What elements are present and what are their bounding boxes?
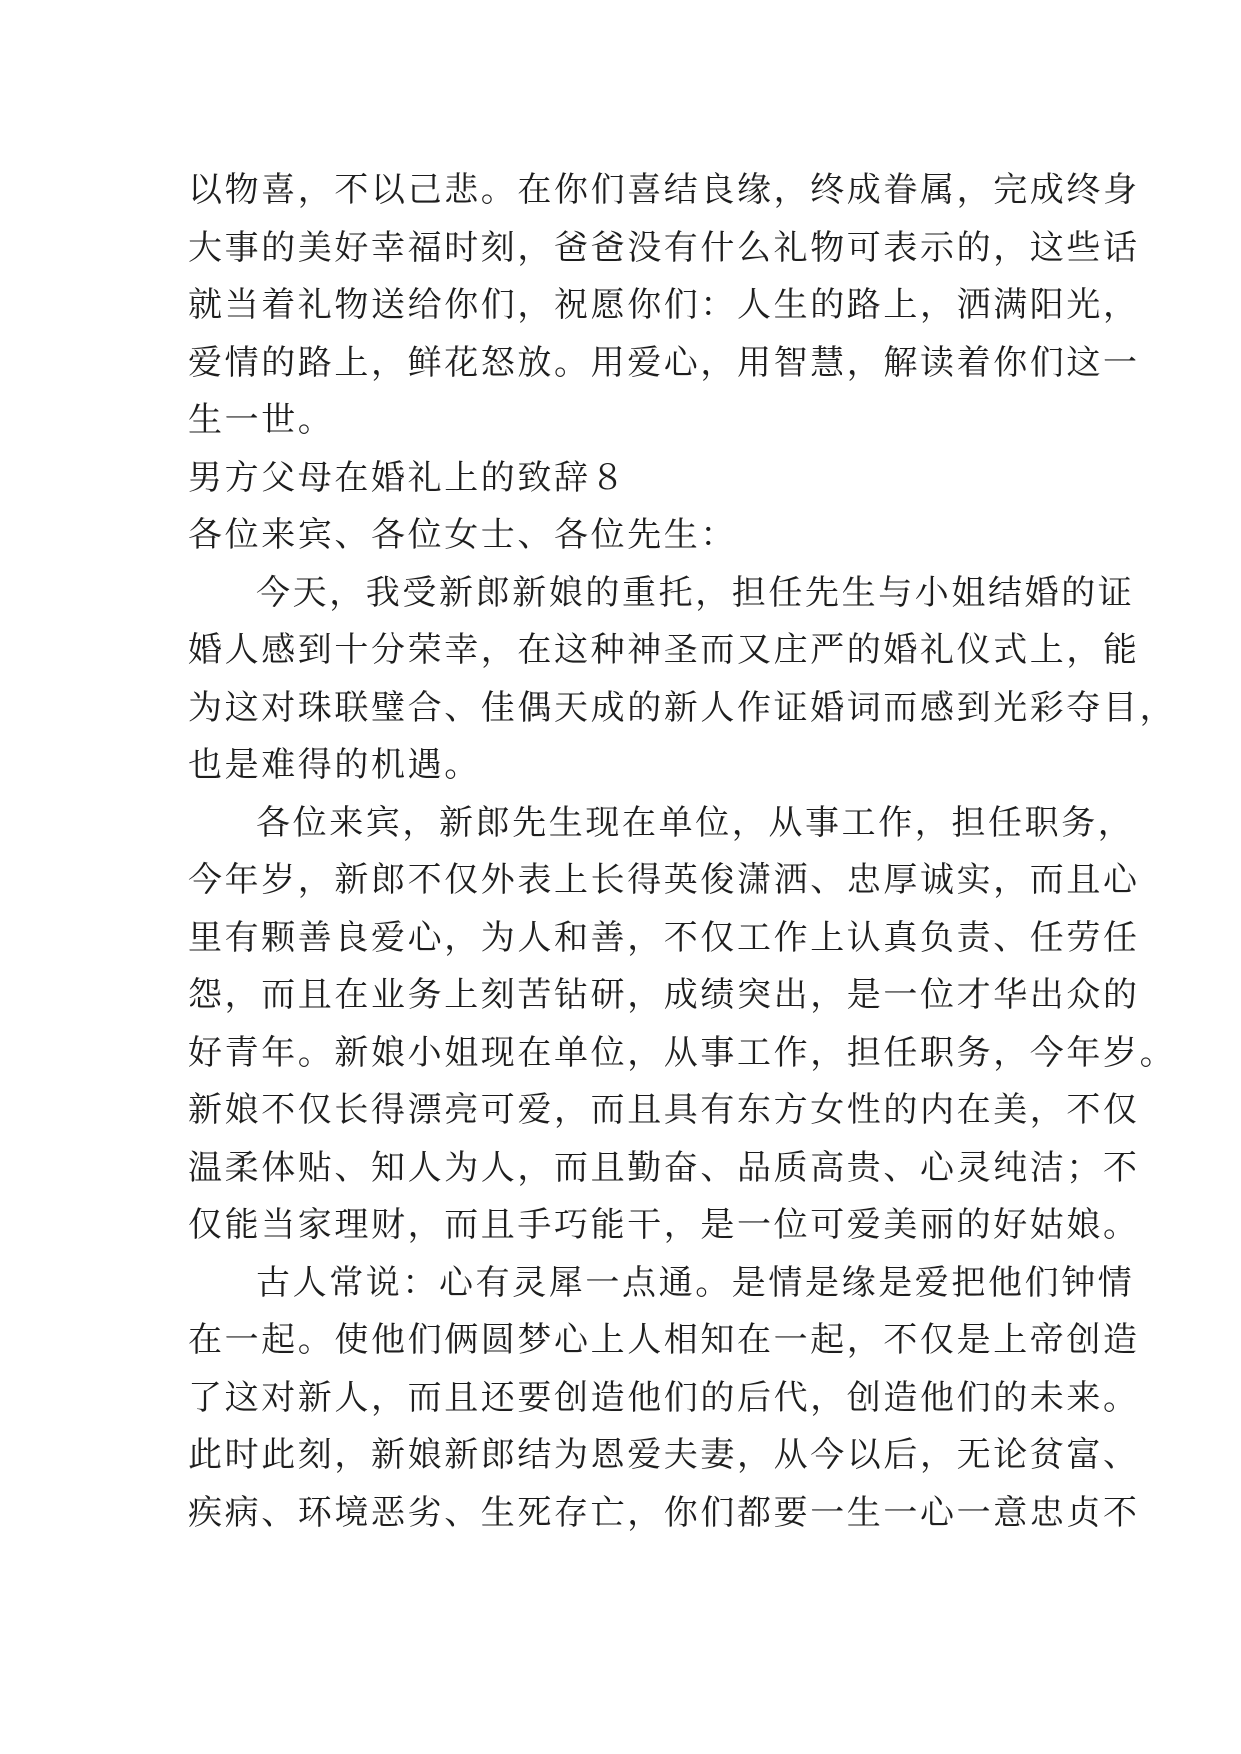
- text-line: 男方父母在婚礼上的致辞８: [188, 457, 628, 498]
- text-line: 疾病、环境恶劣、生死存亡，你们都要一生一心一意忠贞不: [188, 1492, 1140, 1533]
- text-line: 婚人感到十分荣幸，在这种神圣而又庄严的婚礼仪式上，能: [188, 630, 1140, 670]
- paragraph-first-line: 各位来宾，新郎先生现在单位，从事工作，担任职务，: [256, 802, 1135, 843]
- paragraph-first-line: 今天，我受新郎新娘的重托，担任先生与小姐结婚的证: [256, 572, 1135, 613]
- text-line: 仅能当家理财，而且手巧能干，是一位可爱美丽的好姑娘。: [188, 1205, 1140, 1245]
- text-line: 也是难得的机遇。: [188, 745, 481, 785]
- text-line: 了这对新人，而且还要创造他们的后代，创造他们的未来。: [188, 1377, 1140, 1418]
- text-line: 怨，而且在业务上刻苦钻研，成绩突出，是一位才华出众的: [188, 975, 1140, 1015]
- text-line: 此时此刻，新娘新郎结为恩爱夫妻，从今以后，无论贫富、: [188, 1435, 1140, 1475]
- text-line: 以物喜，不以己悲。在你们喜结良缘，终成眷属，完成终身: [188, 170, 1140, 210]
- text-line: 里有颗善良爱心，为人和善，不仅工作上认真负责、任劳任: [188, 917, 1140, 958]
- text-line: 为这对珠联璧合、佳偶天成的新人作证婚词而感到光彩夺目，: [188, 687, 1177, 728]
- text-line: 今年岁，新郎不仅外表上长得英俊潇洒、忠厚诚实，而且心: [188, 860, 1140, 900]
- text-line: 大事的美好幸福时刻，爸爸没有什么礼物可表示的，这些话: [188, 227, 1140, 268]
- text-line: 温柔体贴、知人为人，而且勤奋、品质高贵、心灵纯洁；不: [188, 1147, 1140, 1188]
- paragraph-first-line: 古人常说：心有灵犀一点通。是情是缘是爱把他们钟情: [256, 1262, 1135, 1303]
- text-line: 新娘不仅长得漂亮可爱，而且具有东方女性的内在美，不仅: [188, 1090, 1140, 1130]
- text-line: 爱情的路上，鲜花怒放。用爱心，用智慧，解读着你们这一: [188, 342, 1140, 383]
- text-line: 就当着礼物送给你们，祝愿你们：人生的路上，洒满阳光，: [188, 285, 1140, 325]
- text-line: 在一起。使他们俩圆梦心上人相知在一起，不仅是上帝创造: [188, 1320, 1140, 1360]
- text-line: 各位来宾、各位女士、各位先生：: [188, 515, 737, 555]
- text-line: 好青年。新娘小姐现在单位，从事工作，担任职务，今年岁。: [188, 1032, 1177, 1073]
- text-line: 生一世。: [188, 400, 335, 440]
- document-body: [188, 162, 1177, 1542]
